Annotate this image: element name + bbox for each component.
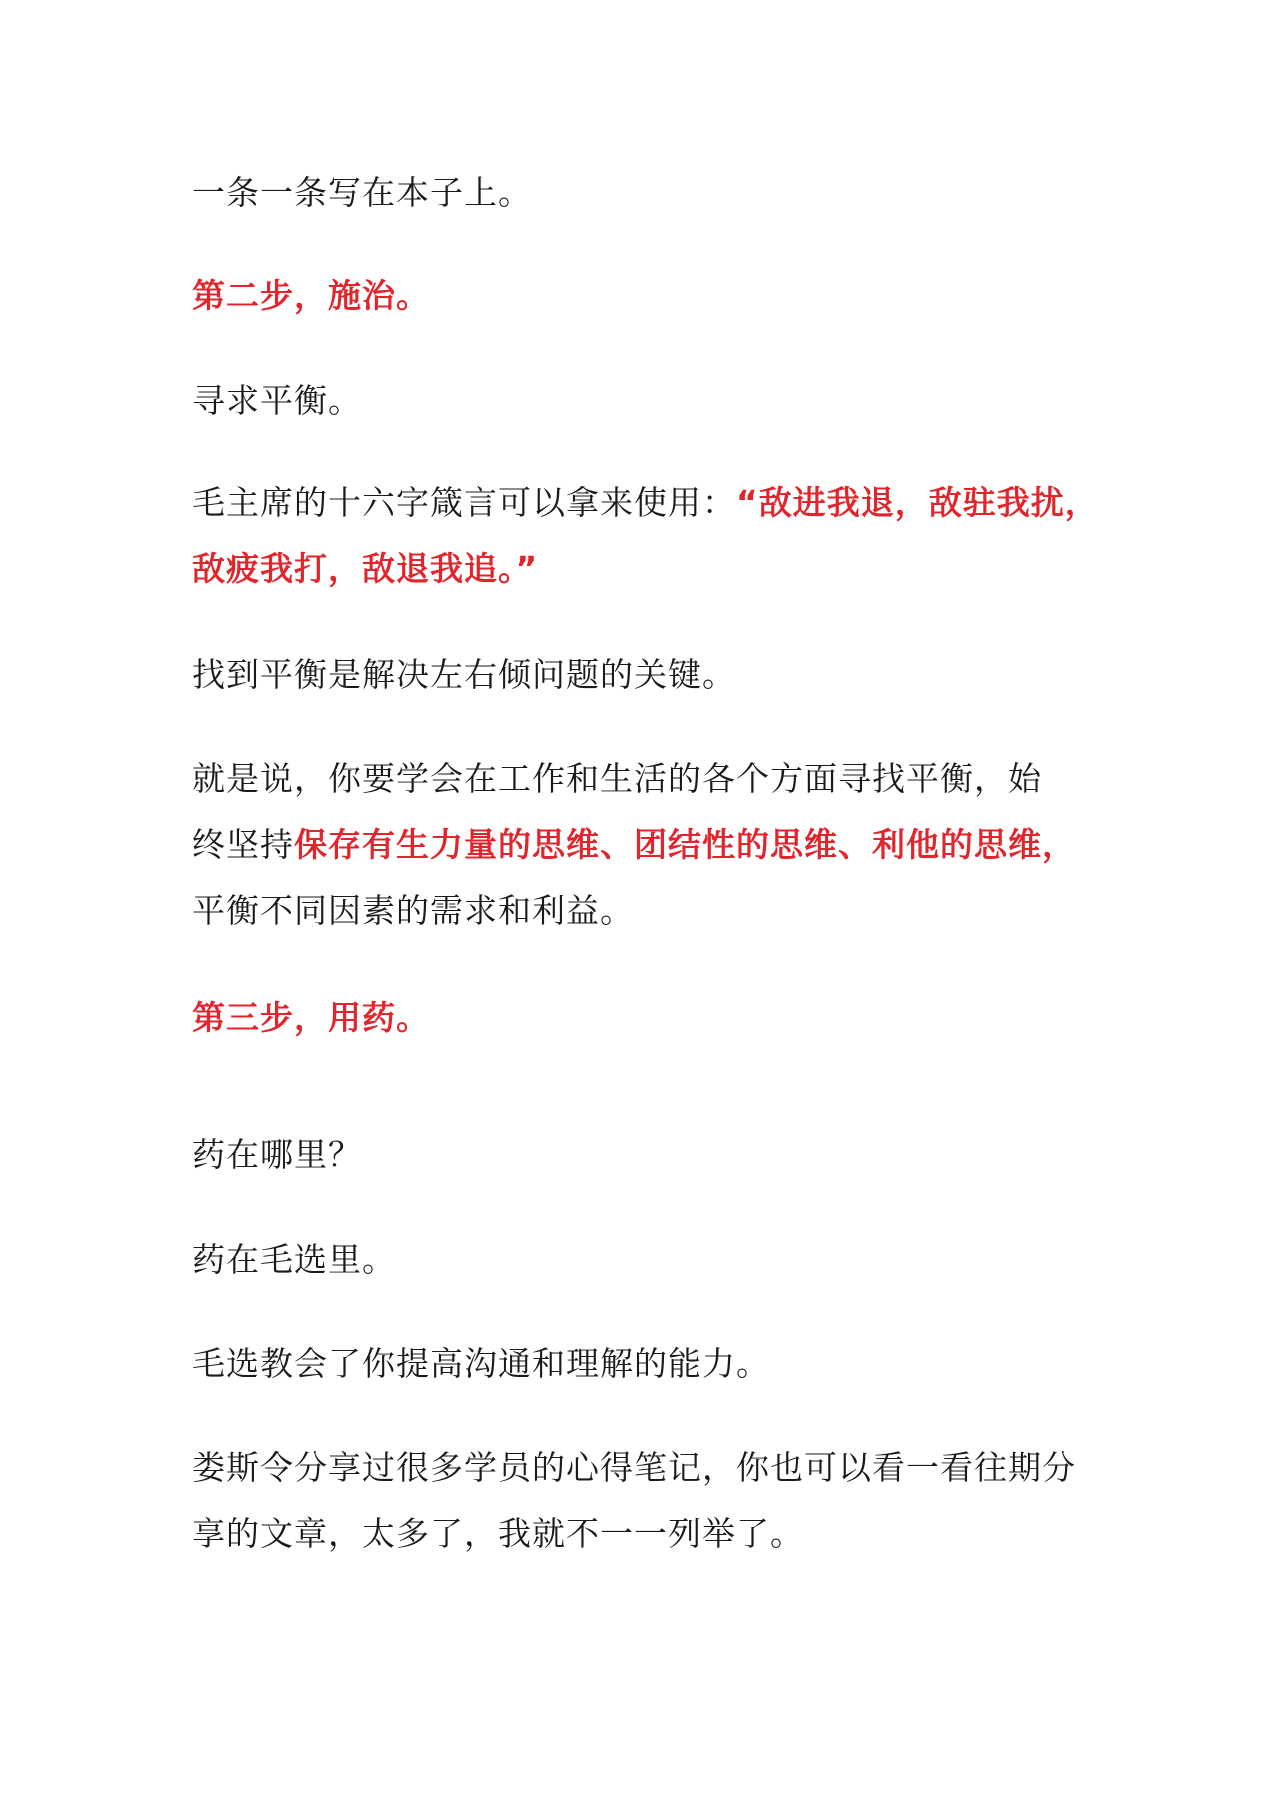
- paragraph-text: 就是说，你要学会在工作和生活的各个方面寻找平衡，始: [192, 759, 1042, 798]
- thinking-highlight: 保存有生力量的思维、团结性的思维、利他的思维，: [294, 825, 1076, 864]
- paragraph-text: 平衡不同因素的需求和利益。: [192, 891, 634, 930]
- paragraph-balance-key: [192, 642, 1092, 708]
- paragraph-where-medicine: [192, 1122, 1092, 1188]
- heading-text: 第三步，用药。: [192, 998, 430, 1037]
- paragraph-text: 寻求平衡。: [192, 381, 362, 420]
- quote-highlight: 敌疲我打，敌退我追。”: [192, 549, 539, 588]
- heading-text: 第二步，施治。: [192, 276, 430, 315]
- step-three-heading: [192, 985, 1092, 1051]
- step-two-heading: [192, 263, 1092, 329]
- paragraph-find-balance: [192, 746, 1092, 944]
- paragraph-sixteen-words: [192, 470, 1099, 602]
- paragraph-text: 药在毛选里。: [192, 1240, 396, 1279]
- paragraph-communication: [192, 1331, 1092, 1397]
- paragraph-text: 一条一条写在本子上。: [192, 173, 532, 212]
- paragraph-text: 毛主席的十六字箴言可以拿来使用：: [192, 483, 736, 522]
- paragraph-medicine-in-selection: [192, 1227, 1092, 1293]
- paragraph-text: 娄斯令分享过很多学员的心得笔记，你也可以看一看往期分: [192, 1448, 1076, 1487]
- paragraph-text: 毛选教会了你提高沟通和理解的能力。: [192, 1344, 770, 1383]
- paragraph-text: 终坚持: [192, 825, 294, 864]
- paragraph-text: 药在哪里？: [192, 1135, 362, 1174]
- paragraph-text: 找到平衡是解决左右倾问题的关键。: [192, 655, 736, 694]
- paragraph-write-notes: [192, 160, 1092, 226]
- paragraph-seek-balance: [192, 368, 1092, 434]
- paragraph-shared-notes: [192, 1435, 1092, 1567]
- quote-highlight: “敌进我退，敌驻我扰，: [736, 483, 1099, 522]
- paragraph-text: 享的文章，太多了，我就不一一列举了。: [192, 1514, 804, 1553]
